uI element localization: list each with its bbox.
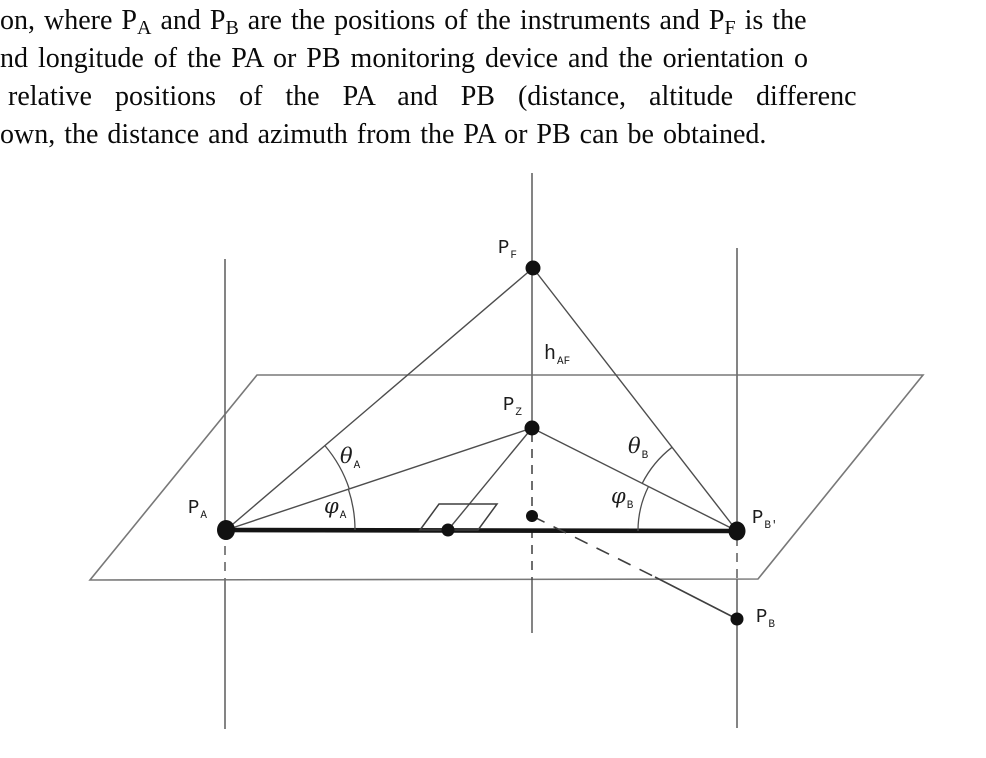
baseline-pa-pb-prime <box>222 530 740 531</box>
phi-b-arc <box>638 487 649 532</box>
label-phi-a <box>324 494 347 522</box>
paragraph-line-1 <box>0 2 986 40</box>
label-phi-b-main: φ <box>611 484 626 508</box>
label-pf <box>498 237 518 262</box>
label-pb-main: P <box>756 606 768 628</box>
paragraph-line-3: relative positions of the PA and PB (distance, altitude differenc <box>8 81 857 112</box>
label-pb-prime-main: P <box>752 507 764 529</box>
line1-sub-b: B <box>225 17 239 39</box>
line-pa-to-pz <box>226 428 532 530</box>
line1-text-1: on, where P <box>0 5 137 36</box>
label-theta-a-sub: A <box>353 460 361 472</box>
label-pb <box>756 606 776 631</box>
label-pb-sub: B <box>768 619 776 631</box>
pb-point <box>731 613 744 626</box>
label-h-af <box>544 343 571 368</box>
line-to-pb-dashed <box>532 516 655 577</box>
label-theta-b-main: θ <box>628 434 641 458</box>
label-pz-main: P <box>503 394 515 416</box>
projection-point <box>526 510 538 522</box>
line-to-pb-solid <box>655 577 737 619</box>
label-theta-b-sub: B <box>641 450 649 462</box>
label-h-af-main: h <box>544 343 557 366</box>
label-h-af-sub: AF <box>557 356 571 368</box>
label-pz-sub: Z <box>515 407 523 419</box>
label-theta-a-main: θ <box>340 444 353 468</box>
line-pf-to-pb-prime <box>533 268 737 531</box>
label-phi-a-main: φ <box>324 494 339 518</box>
label-phi-a-sub: A <box>339 510 347 522</box>
label-phi-b-sub: B <box>626 500 634 512</box>
label-pb-prime-sub: B′ <box>764 520 778 532</box>
paragraph-line-4: own, the distance and azimuth from the PA or PB can be obtained. <box>0 119 767 150</box>
line1-text-2: and P <box>151 5 226 36</box>
label-theta-a <box>340 444 361 472</box>
line1-sub-f: F <box>724 17 736 39</box>
line1-text-4: is the <box>735 5 807 36</box>
label-phi-b <box>611 484 634 512</box>
label-theta-b <box>628 434 649 462</box>
figure-diagram <box>0 160 986 758</box>
label-pf-main: P <box>498 237 510 259</box>
phi-a-arc <box>348 489 355 530</box>
pb-prime-point <box>729 522 746 541</box>
label-pz <box>503 394 523 419</box>
line1-sub-a: A <box>136 17 152 39</box>
paragraph-line-2: nd longitude of the PA or PB monitoring device and the orientation o <box>0 43 808 74</box>
label-pa-main: P <box>188 497 200 519</box>
foot-point <box>442 524 455 537</box>
label-pf-sub: F <box>510 250 518 262</box>
label-pa-sub: A <box>200 510 208 522</box>
label-pb-prime <box>752 507 778 532</box>
pf-point <box>526 261 541 276</box>
pa-point <box>217 520 235 540</box>
line1-text-3: are the positions of the instruments and P <box>238 5 725 36</box>
paragraph-block <box>0 2 986 154</box>
line-pa-to-pf <box>226 268 533 530</box>
pz-point <box>525 421 540 436</box>
diagram-svg <box>0 160 986 758</box>
label-pa <box>188 497 208 522</box>
